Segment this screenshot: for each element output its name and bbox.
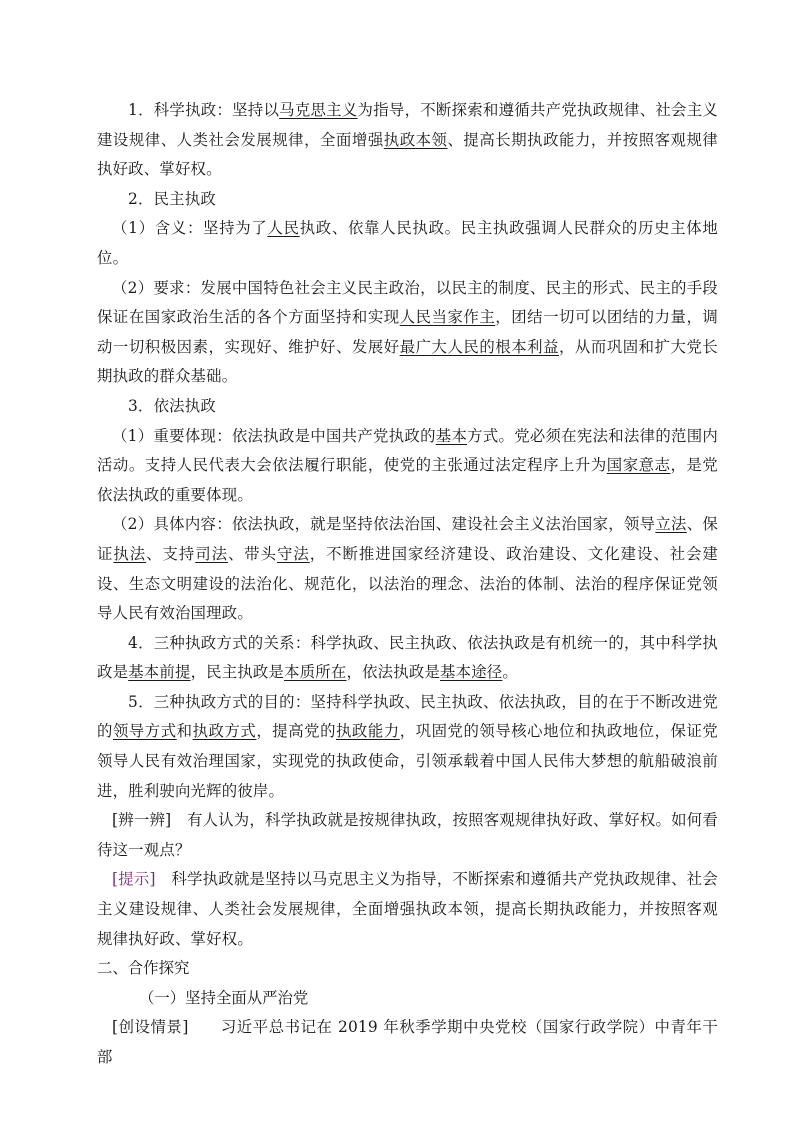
- heading-law-based-governance: 3．依法执政: [128, 396, 216, 415]
- text: ，是党依法执政的重要体现。: [97, 456, 718, 504]
- underlined-keyword: 基本途径: [440, 663, 503, 682]
- text: 5．三种执政方式的目的：坚持科学执政、民主执政、依法执政，目的在于不断改进党的: [97, 692, 718, 741]
- underlined-keyword: 立法: [655, 515, 687, 534]
- text: 1．科学执政：坚持以: [128, 101, 280, 119]
- underlined-keyword: 执政能力: [336, 722, 400, 741]
- text: 4．三种执政方式的关系：科学执政、民主执政、依法执政是有机统一的，其中科学执政是: [97, 633, 718, 682]
- text: （1）含义：坚持为了: [112, 219, 268, 238]
- underlined-keyword: 人民当家作主: [399, 308, 496, 327]
- text: （2）要求：发展中国特色社会主义民主政治，以民主的制度、民主的形式、民主的手段保证在国家政治生活的各个方面坚持和实现: [97, 278, 718, 327]
- underlined-keyword: 基本前提: [128, 663, 191, 682]
- subsection-title: （一）坚持全面从严治党: [139, 988, 309, 1007]
- text: 和: [176, 722, 193, 741]
- text: （1）重要体现：依法执政是中国共产党执政的: [112, 426, 436, 445]
- text: 。: [502, 663, 518, 682]
- text: ，提高党的: [256, 722, 336, 741]
- paragraph-relationship: [97, 629, 718, 688]
- underlined-keyword: 人民: [267, 219, 300, 238]
- text: 方式。党必须在宪法和法律的范围内活动。支持人民代表大会依法履行职能，使党的主张通过法定程序上升为: [97, 426, 718, 475]
- paragraph-law-content: [97, 510, 718, 628]
- section-title: 二、合作探究: [97, 959, 190, 978]
- text: 科学执政就是坚持以马克思主义为指导，不断探索和遵循共产党执政规律、社会主义建设规律、人类社会发展规律，全面增强执政本领，提高长期执政能力，并按照客观规律执好政、掌好权。: [97, 870, 719, 948]
- underlined-keyword: 本质所在: [284, 663, 347, 682]
- underlined-keyword: 执政本领: [383, 130, 448, 149]
- underlined-keyword: 国家意志: [606, 456, 671, 475]
- underlined-keyword: 马克思主义: [279, 101, 358, 119]
- underlined-keyword: 执政方式: [192, 722, 257, 741]
- paragraph-discuss: [97, 806, 718, 865]
- text: ，依法执政是: [346, 663, 441, 682]
- scenario-tag: [创设情景]: [112, 1018, 189, 1037]
- underlined-keyword: 领导方式: [112, 722, 177, 741]
- paragraph-purpose: [97, 688, 718, 806]
- heading-democratic-governance: 2．民主执政: [128, 189, 216, 208]
- text: ，民主执政是: [190, 663, 285, 682]
- text: ，巩固党的领导核心地位和执政地位，保证党领导人民有效治理国家，实现党的执政使命，引领承载着中国人民伟大梦想的航船破浪前进，胜利驶向光辉的彼岸。: [97, 722, 718, 800]
- text: 习近平总书记在 2019 年秋季学期中央党校（国家行政学院）中青年干部: [97, 1018, 718, 1066]
- text: 有人认为，科学执政就是按规律执政，按照客观规律执好政、掌好权。如何看待这一观点？: [97, 811, 718, 859]
- text: ，从而巩固和扩大党长期执政的群众基础。: [97, 337, 718, 386]
- text: 为指导，不断探索和遵循共产党执政规律、社会主义建设规律、人类社会发展规律，全面增强: [97, 101, 718, 149]
- paragraph-democratic-requirements: [97, 274, 718, 392]
- text: ，不断推进国家经济建设、政治建设、文化建设、社会建设、生态文明建设的法治化、规范化，以法治的理念、法治的体制、法治的程序保证党领导人民有效治国理政。: [97, 544, 719, 623]
- underlined-keyword: 最广大人民的根本利益: [399, 337, 559, 356]
- underlined-keyword: 执法: [113, 544, 147, 563]
- paragraph-hint: [97, 865, 718, 954]
- paragraph-law-importance: [97, 422, 718, 511]
- text: 、保证: [97, 515, 718, 563]
- text: 、提高长期执政能力，并按照客观规律执好政、掌好权。: [97, 130, 718, 179]
- underlined-keyword: 司法: [195, 544, 228, 563]
- underlined-keyword: 守法: [277, 544, 310, 563]
- underlined-keyword: 基本: [435, 426, 468, 445]
- text: （2）具体内容：依法执政，就是坚持依法治国、建设社会主义法治国家，领导: [112, 515, 656, 534]
- discuss-tag: [辨一辨]: [112, 811, 172, 830]
- hint-tag: [提示]: [112, 870, 156, 889]
- text: 、支持: [146, 544, 196, 563]
- paragraph-scenario: [97, 1013, 718, 1072]
- text: 执政、依靠人民执政。民主执政强调人民群众的历史主体地位。: [97, 219, 718, 267]
- paragraph-democratic-meaning: [97, 214, 718, 273]
- paragraph-scientific-governance: [97, 96, 718, 185]
- text: 、带头: [227, 544, 278, 563]
- text: ，团结一切可以团结的力量，调动一切积极因素，实现好、维护好、发展好: [97, 308, 718, 356]
